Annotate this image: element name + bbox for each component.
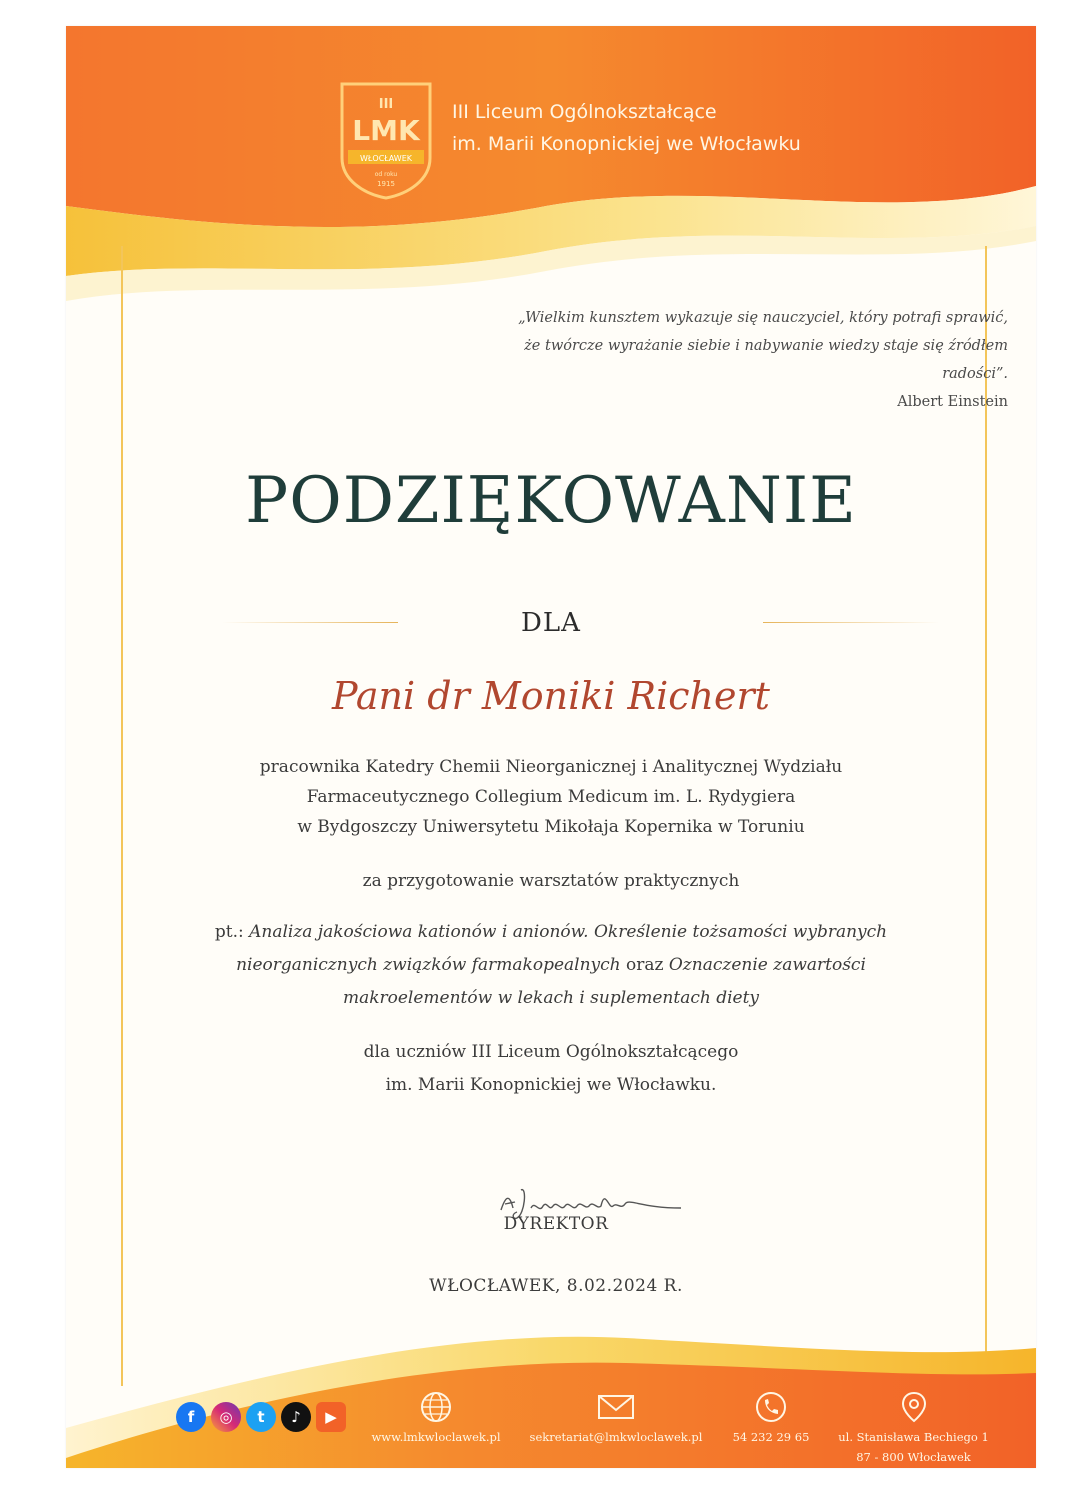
address-line1: ul. Stanisława Bechiego 1 <box>838 1430 989 1444</box>
quote-line2: że twórcze wyrażanie siebie i nabywanie wiedzy staje się źródłem <box>524 338 1008 354</box>
reason-text: za przygotowanie warsztatów praktycznych <box>362 871 740 891</box>
workshop-part2: nieorganicznych związków farmakopealnych <box>236 955 621 975</box>
logo-year: 1915 <box>377 180 395 188</box>
youtube-icon[interactable]: ▶ <box>316 1402 346 1432</box>
contact-website[interactable] <box>351 1390 521 1444</box>
social-icons <box>176 1402 346 1432</box>
tiktok-icon[interactable]: ♪ <box>281 1402 311 1432</box>
contact-address[interactable] <box>826 1390 1001 1464</box>
quote-line1: „Wielkim kunsztem wykazuje się nauczyciel, który potrafi sprawić, <box>518 310 1008 326</box>
workshop-part1: Analiza jakościowa kationów i anionów. Określenie tożsamości wybranych <box>249 922 888 942</box>
school-name-line1: III Liceum Ogólnokształcące <box>452 101 717 123</box>
address-line2: 87 - 800 Włocławek <box>856 1450 971 1464</box>
location-pin-icon <box>900 1390 928 1424</box>
email-text: sekretariat@lmkwloclawek.pl <box>529 1430 703 1444</box>
place-and-date: WŁOCŁAWEK, 8.02.2024 R. <box>429 1276 683 1296</box>
affiliation-line3: w Bydgoszczy Uniwersytetu Mikołaja Kopernika w Toruniu <box>297 817 805 837</box>
facebook-icon[interactable]: f <box>176 1402 206 1432</box>
phone-text: 54 232 29 65 <box>732 1430 810 1444</box>
recipient-name: Pani dr Moniki Richert <box>332 674 770 718</box>
einstein-quote <box>488 304 1008 416</box>
school-name-line2: im. Marii Konopnickiej we Włocławku <box>452 133 801 155</box>
mail-icon <box>596 1390 636 1424</box>
school-logo <box>334 78 438 202</box>
logo-letters: LMK <box>352 114 420 147</box>
logo-roman: III <box>378 97 394 112</box>
director-title: DYREKTOR <box>503 1214 609 1234</box>
logo-city: WŁOCŁAWEK <box>359 154 413 163</box>
logo-since: od roku <box>374 171 398 178</box>
certificate-sheet <box>66 26 1036 1468</box>
website-text: www.lmkwloclawek.pl <box>371 1430 501 1444</box>
workshop-title <box>66 916 1036 1015</box>
workshop-part4: makroelementów w lekach i suplementach diety <box>342 988 760 1008</box>
instagram-icon[interactable]: ◎ <box>211 1402 241 1432</box>
audience-line2: im. Marii Konopnickiej we Włocławku. <box>385 1075 717 1095</box>
twitter-icon[interactable]: t <box>246 1402 276 1432</box>
affiliation-line2: Farmaceutycznego Collegium Medicum im. L. Rydygiera <box>306 787 796 807</box>
workshop-conjunction: oraz <box>620 955 669 975</box>
workshop-part3: Oznaczenie zawartości <box>668 955 866 975</box>
phone-icon <box>754 1390 788 1424</box>
contact-phone[interactable] <box>726 1390 816 1444</box>
recipient-affiliation <box>66 752 1036 842</box>
audience-text <box>66 1036 1036 1102</box>
quote-author: Albert Einstein <box>897 394 1008 410</box>
affiliation-line1: pracownika Katedry Chemii Nieorganicznej i Analitycznej Wydziału <box>259 757 843 777</box>
for-label: DLA <box>521 608 581 638</box>
contact-email[interactable] <box>516 1390 716 1444</box>
school-name <box>452 96 801 160</box>
quote-line3: radości”. <box>942 366 1008 382</box>
certificate-title: PODZIĘKOWANIE <box>245 464 857 538</box>
workshop-prefix: pt.: <box>214 922 250 942</box>
audience-line1: dla uczniów III Liceum Ogólnokształcącego <box>363 1042 739 1062</box>
globe-icon <box>419 1390 453 1424</box>
